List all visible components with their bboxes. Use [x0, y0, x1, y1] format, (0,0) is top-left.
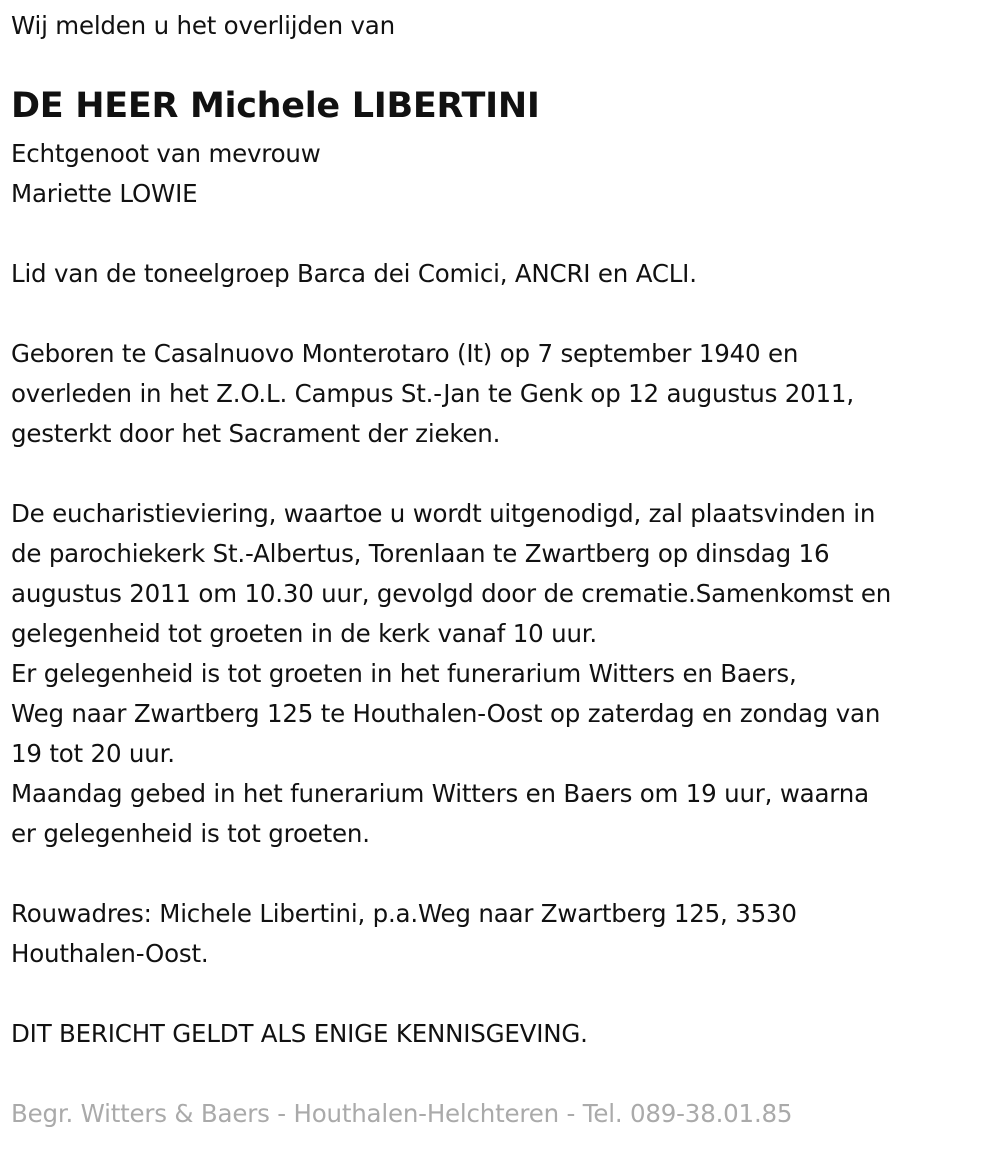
- mourning-address-line: Rouwadres: Michele Libertini, p.a.Weg naar Zwartberg 125, 3530: [11, 899, 797, 928]
- intro-text: Wij melden u het overlijden van: [11, 11, 395, 40]
- ceremony-line: De eucharistieviering, waartoe u wordt uitgenodigd, zal plaatsvinden in: [11, 499, 876, 528]
- ceremony-line: de parochiekerk St.-Albertus, Torenlaan te Zwartberg op dinsdag 16: [11, 539, 830, 568]
- ceremony-line: 19 tot 20 uur.: [11, 739, 175, 768]
- spouse-block: [11, 134, 321, 214]
- funeral-home-footer: Begr. Witters & Baers - Houthalen-Helchteren - Tel. 089-38.01.85: [11, 1099, 793, 1128]
- spouse-line: Echtgenoot van mevrouw: [11, 139, 321, 168]
- mourning-address-block: [11, 894, 797, 974]
- ceremony-line: augustus 2011 om 10.30 uur, gevolgd door de crematie.Samenkomst en: [11, 579, 892, 608]
- birth-death-line: Geboren te Casalnuovo Monterotaro (It) op 7 september 1940 en: [11, 339, 799, 368]
- birth-death-block: [11, 334, 854, 454]
- membership-text: Lid van de toneelgroep Barca dei Comici, ANCRI en ACLI.: [11, 259, 697, 288]
- birth-death-line: overleden in het Z.O.L. Campus St.-Jan te Genk op 12 augustus 2011,: [11, 379, 854, 408]
- ceremony-block: [11, 494, 891, 854]
- official-notice-block: [11, 1014, 588, 1054]
- deceased-name: DE HEER Michele LIBERTINI: [11, 86, 540, 126]
- membership-block: [11, 254, 697, 294]
- ceremony-line: Weg naar Zwartberg 125 te Houthalen-Oost op zaterdag en zondag van: [11, 699, 881, 728]
- ceremony-line: gelegenheid tot groeten in de kerk vanaf 10 uur.: [11, 619, 598, 648]
- ceremony-line: Er gelegenheid is tot groeten in het funerarium Witters en Baers,: [11, 659, 797, 688]
- spouse-name: Mariette LOWIE: [11, 179, 198, 208]
- ceremony-line: Maandag gebed in het funerarium Witters en Baers om 19 uur, waarna: [11, 779, 869, 808]
- official-notice-text: DIT BERICHT GELDT ALS ENIGE KENNISGEVING.: [11, 1019, 588, 1048]
- birth-death-line: gesterkt door het Sacrament der zieken.: [11, 419, 501, 448]
- ceremony-line: er gelegenheid is tot groeten.: [11, 819, 370, 848]
- mourning-address-line: Houthalen-Oost.: [11, 939, 209, 968]
